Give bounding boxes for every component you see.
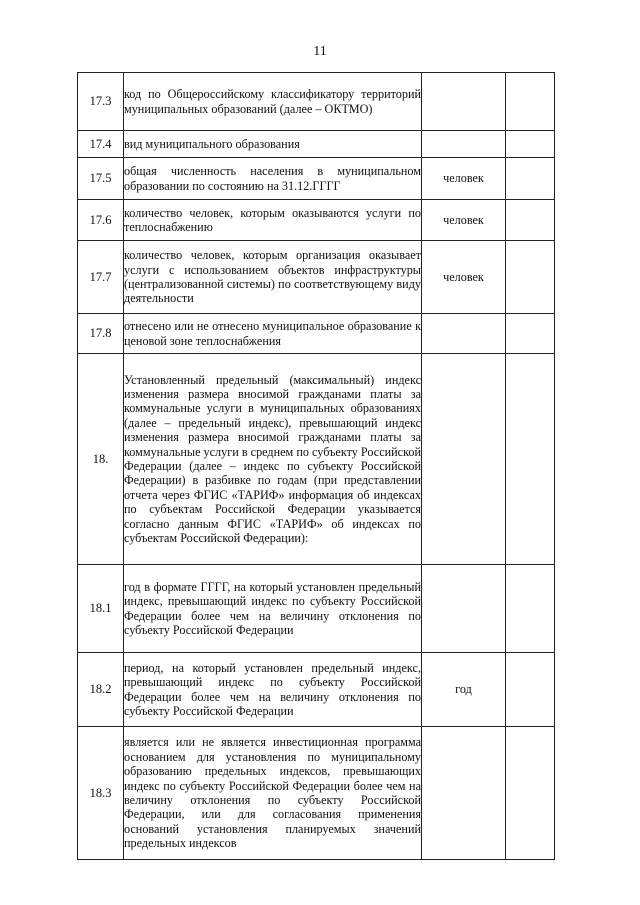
row-description: Установленный предельный (максимальный) индекс изменения размера вносимой гражданами платы за коммунальные услуги в муниципальных образованиях (далее – предельный индекс), превышающий индекс изменения размера вносимой гражданами платы за коммунальные услуги в среднем по субъекту Российской Федерации (далее – индекс по субъекту Российской Федерации) в разбивке по годам (при представлении отчета через ФГИС «ТАРИФ» информация об индексах по субъектам Российской Федерации указывается согласно данным ФГИС «ТАРИФ» об индексах по субъектам Российской Федерации): (124, 354, 422, 565)
row-unit (422, 131, 506, 158)
row-unit: человек (422, 158, 506, 200)
table-row (78, 131, 555, 158)
row-value-cell (506, 727, 555, 860)
row-number: 18.3 (78, 727, 124, 860)
table-row (78, 354, 555, 565)
row-number: 18. (78, 354, 124, 565)
row-unit (422, 727, 506, 860)
row-description: год в формате ГГГГ, на который установлен предельный индекс, превышающий индекс по субъекту Российской Федерации более чем на величину отклонения по субъекту Российской Федерации (124, 565, 422, 653)
row-value-cell (506, 653, 555, 727)
row-description: является или не является инвестиционная программа основанием для установления по муниципальному образованию предельных индексов, превышающих индекс по субъекту Российской Федерации более чем на величину отклонения по субъекту Российской Федерации, или для согласования применения оснований установления планируемых значений предельных индексов (124, 727, 422, 860)
table-row (78, 727, 555, 860)
row-number: 18.2 (78, 653, 124, 727)
row-description: период, на который установлен предельный индекс, превышающий индекс по субъекту Российской Федерации более чем на величину отклонения по субъекту Российской Федерации (124, 653, 422, 727)
row-number: 17.8 (78, 314, 124, 354)
row-description: количество человек, которым организация оказывает услуги с использованием объектов инфраструктуры (централизованной системы) по соответствующему виду деятельности (124, 241, 422, 314)
table-row (78, 200, 555, 241)
row-value-cell (506, 73, 555, 131)
row-number: 17.6 (78, 200, 124, 241)
row-value-cell (506, 241, 555, 314)
row-unit (422, 314, 506, 354)
row-description: общая численность населения в муниципальном образовании по состоянию на 31.12.ГГГГ (124, 158, 422, 200)
row-unit: человек (422, 200, 506, 241)
table-row (78, 565, 555, 653)
row-value-cell (506, 354, 555, 565)
row-description: код по Общероссийскому классификатору территорий муниципальных образований (далее – ОКТМО) (124, 73, 422, 131)
table-row (78, 241, 555, 314)
table-row (78, 653, 555, 727)
row-unit (422, 354, 506, 565)
row-number: 18.1 (78, 565, 124, 653)
row-description: отнесено или не отнесено муниципальное образование к ценовой зоне теплоснабжения (124, 314, 422, 354)
row-number: 17.4 (78, 131, 124, 158)
row-description: вид муниципального образования (124, 131, 422, 158)
table-row (78, 73, 555, 131)
row-unit: год (422, 653, 506, 727)
row-value-cell (506, 158, 555, 200)
row-value-cell (506, 131, 555, 158)
report-table (77, 72, 555, 860)
row-unit: человек (422, 241, 506, 314)
table-row (78, 158, 555, 200)
row-unit (422, 73, 506, 131)
page-number: 11 (313, 44, 327, 59)
row-value-cell (506, 200, 555, 241)
row-value-cell (506, 314, 555, 354)
table-row (78, 314, 555, 354)
row-number: 17.3 (78, 73, 124, 131)
row-number: 17.7 (78, 241, 124, 314)
row-value-cell (506, 565, 555, 653)
row-number: 17.5 (78, 158, 124, 200)
row-description: количество человек, которым оказываются услуги по теплоснабжению (124, 200, 422, 241)
row-unit (422, 565, 506, 653)
